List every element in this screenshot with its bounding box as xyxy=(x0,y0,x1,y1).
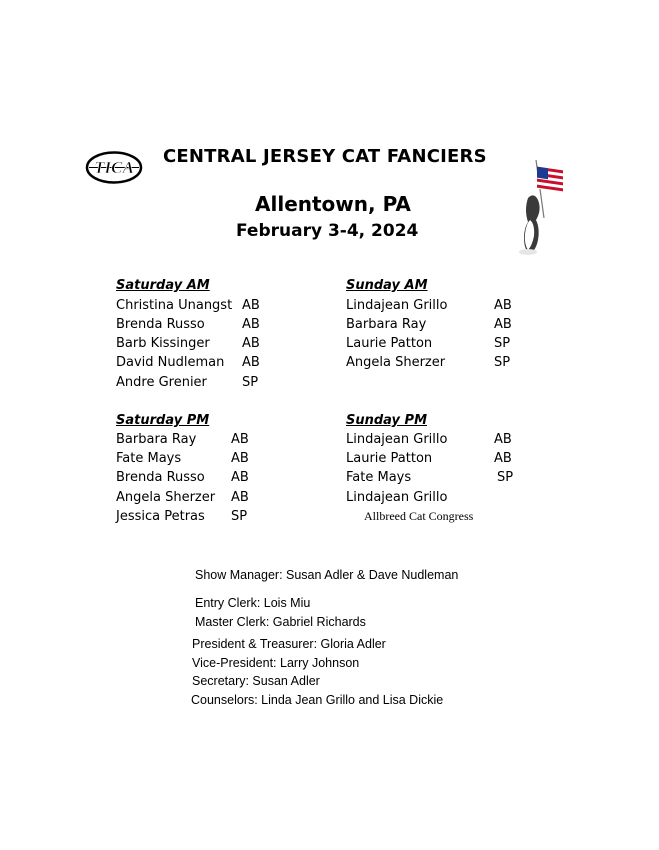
judge-ring-type: SP xyxy=(494,336,511,351)
judge-name: Christina Unangst xyxy=(116,298,233,313)
judge-ring-type: AB xyxy=(494,298,512,313)
president-treasurer: President & Treasurer: Gloria Adler xyxy=(192,637,386,651)
show-location: Allentown, PA xyxy=(255,192,411,216)
master-clerk: Master Clerk: Gabriel Richards xyxy=(195,615,366,629)
judge-name: Angela Sherzer xyxy=(346,355,446,370)
cat-with-flag-image xyxy=(518,158,568,258)
saturday-am-heading: Saturday AM xyxy=(116,278,210,293)
tica-logo-text: TICA xyxy=(94,158,134,177)
judge-name: Lindajean Grillo xyxy=(346,490,448,505)
judge-ring-type: AB xyxy=(231,451,249,466)
judge-name: Andre Grenier xyxy=(116,375,207,390)
sunday-pm-heading: Sunday PM xyxy=(346,413,428,428)
judge-ring-type: AB xyxy=(231,432,249,447)
entry-clerk: Entry Clerk: Lois Miu xyxy=(195,596,311,610)
judge-ring-type: AB xyxy=(231,470,249,485)
secretary: Secretary: Susan Adler xyxy=(192,674,320,688)
judge-name: Barb Kissinger xyxy=(116,336,210,351)
judge-name: Lindajean Grillo xyxy=(346,432,448,447)
vice-president: Vice-President: Larry Johnson xyxy=(192,656,360,670)
judge-ring-type: AB xyxy=(242,355,260,370)
sunday-am-heading: Sunday AM xyxy=(346,278,428,293)
judge-ring-type: AB xyxy=(494,451,512,466)
judge-ring-type: AB xyxy=(242,298,260,313)
judge-name: Lindajean Grillo xyxy=(346,298,448,313)
judge-name: Brenda Russo xyxy=(116,470,205,485)
judge-ring-type: AB xyxy=(494,432,512,447)
congress-note: Allbreed Cat Congress xyxy=(364,509,474,523)
judge-ring-type: SP xyxy=(242,375,259,390)
judge-name: Barbara Ray xyxy=(346,317,427,332)
judge-name: Jessica Petras xyxy=(116,509,205,524)
judge-ring-type: AB xyxy=(494,317,512,332)
show-manager: Show Manager: Susan Adler & Dave Nudleman xyxy=(195,568,459,582)
judge-ring-type: SP xyxy=(494,355,511,370)
judge-ring-type: SP xyxy=(497,470,514,485)
judge-name: Laurie Patton xyxy=(346,336,433,351)
judge-ring-type: SP xyxy=(231,509,248,524)
counselors: Counselors: Linda Jean Grillo and Lisa Dickie xyxy=(191,693,444,707)
judge-name: Fate Mays xyxy=(116,451,182,466)
judge-name: Brenda Russo xyxy=(116,317,205,332)
club-title: CENTRAL JERSEY CAT FANCIERS xyxy=(163,146,487,167)
judge-name: Fate Mays xyxy=(346,470,412,485)
tica-logo xyxy=(85,150,143,185)
show-dates: February 3-4, 2024 xyxy=(236,221,419,241)
judge-name: Laurie Patton xyxy=(346,451,433,466)
judge-name: Barbara Ray xyxy=(116,432,197,447)
saturday-pm-heading: Saturday PM xyxy=(116,413,210,428)
judge-name: David Nudleman xyxy=(116,355,225,370)
judge-name: Angela Sherzer xyxy=(116,490,216,505)
judge-ring-type: AB xyxy=(242,317,260,332)
judge-ring-type: AB xyxy=(242,336,260,351)
judge-ring-type: AB xyxy=(231,490,249,505)
